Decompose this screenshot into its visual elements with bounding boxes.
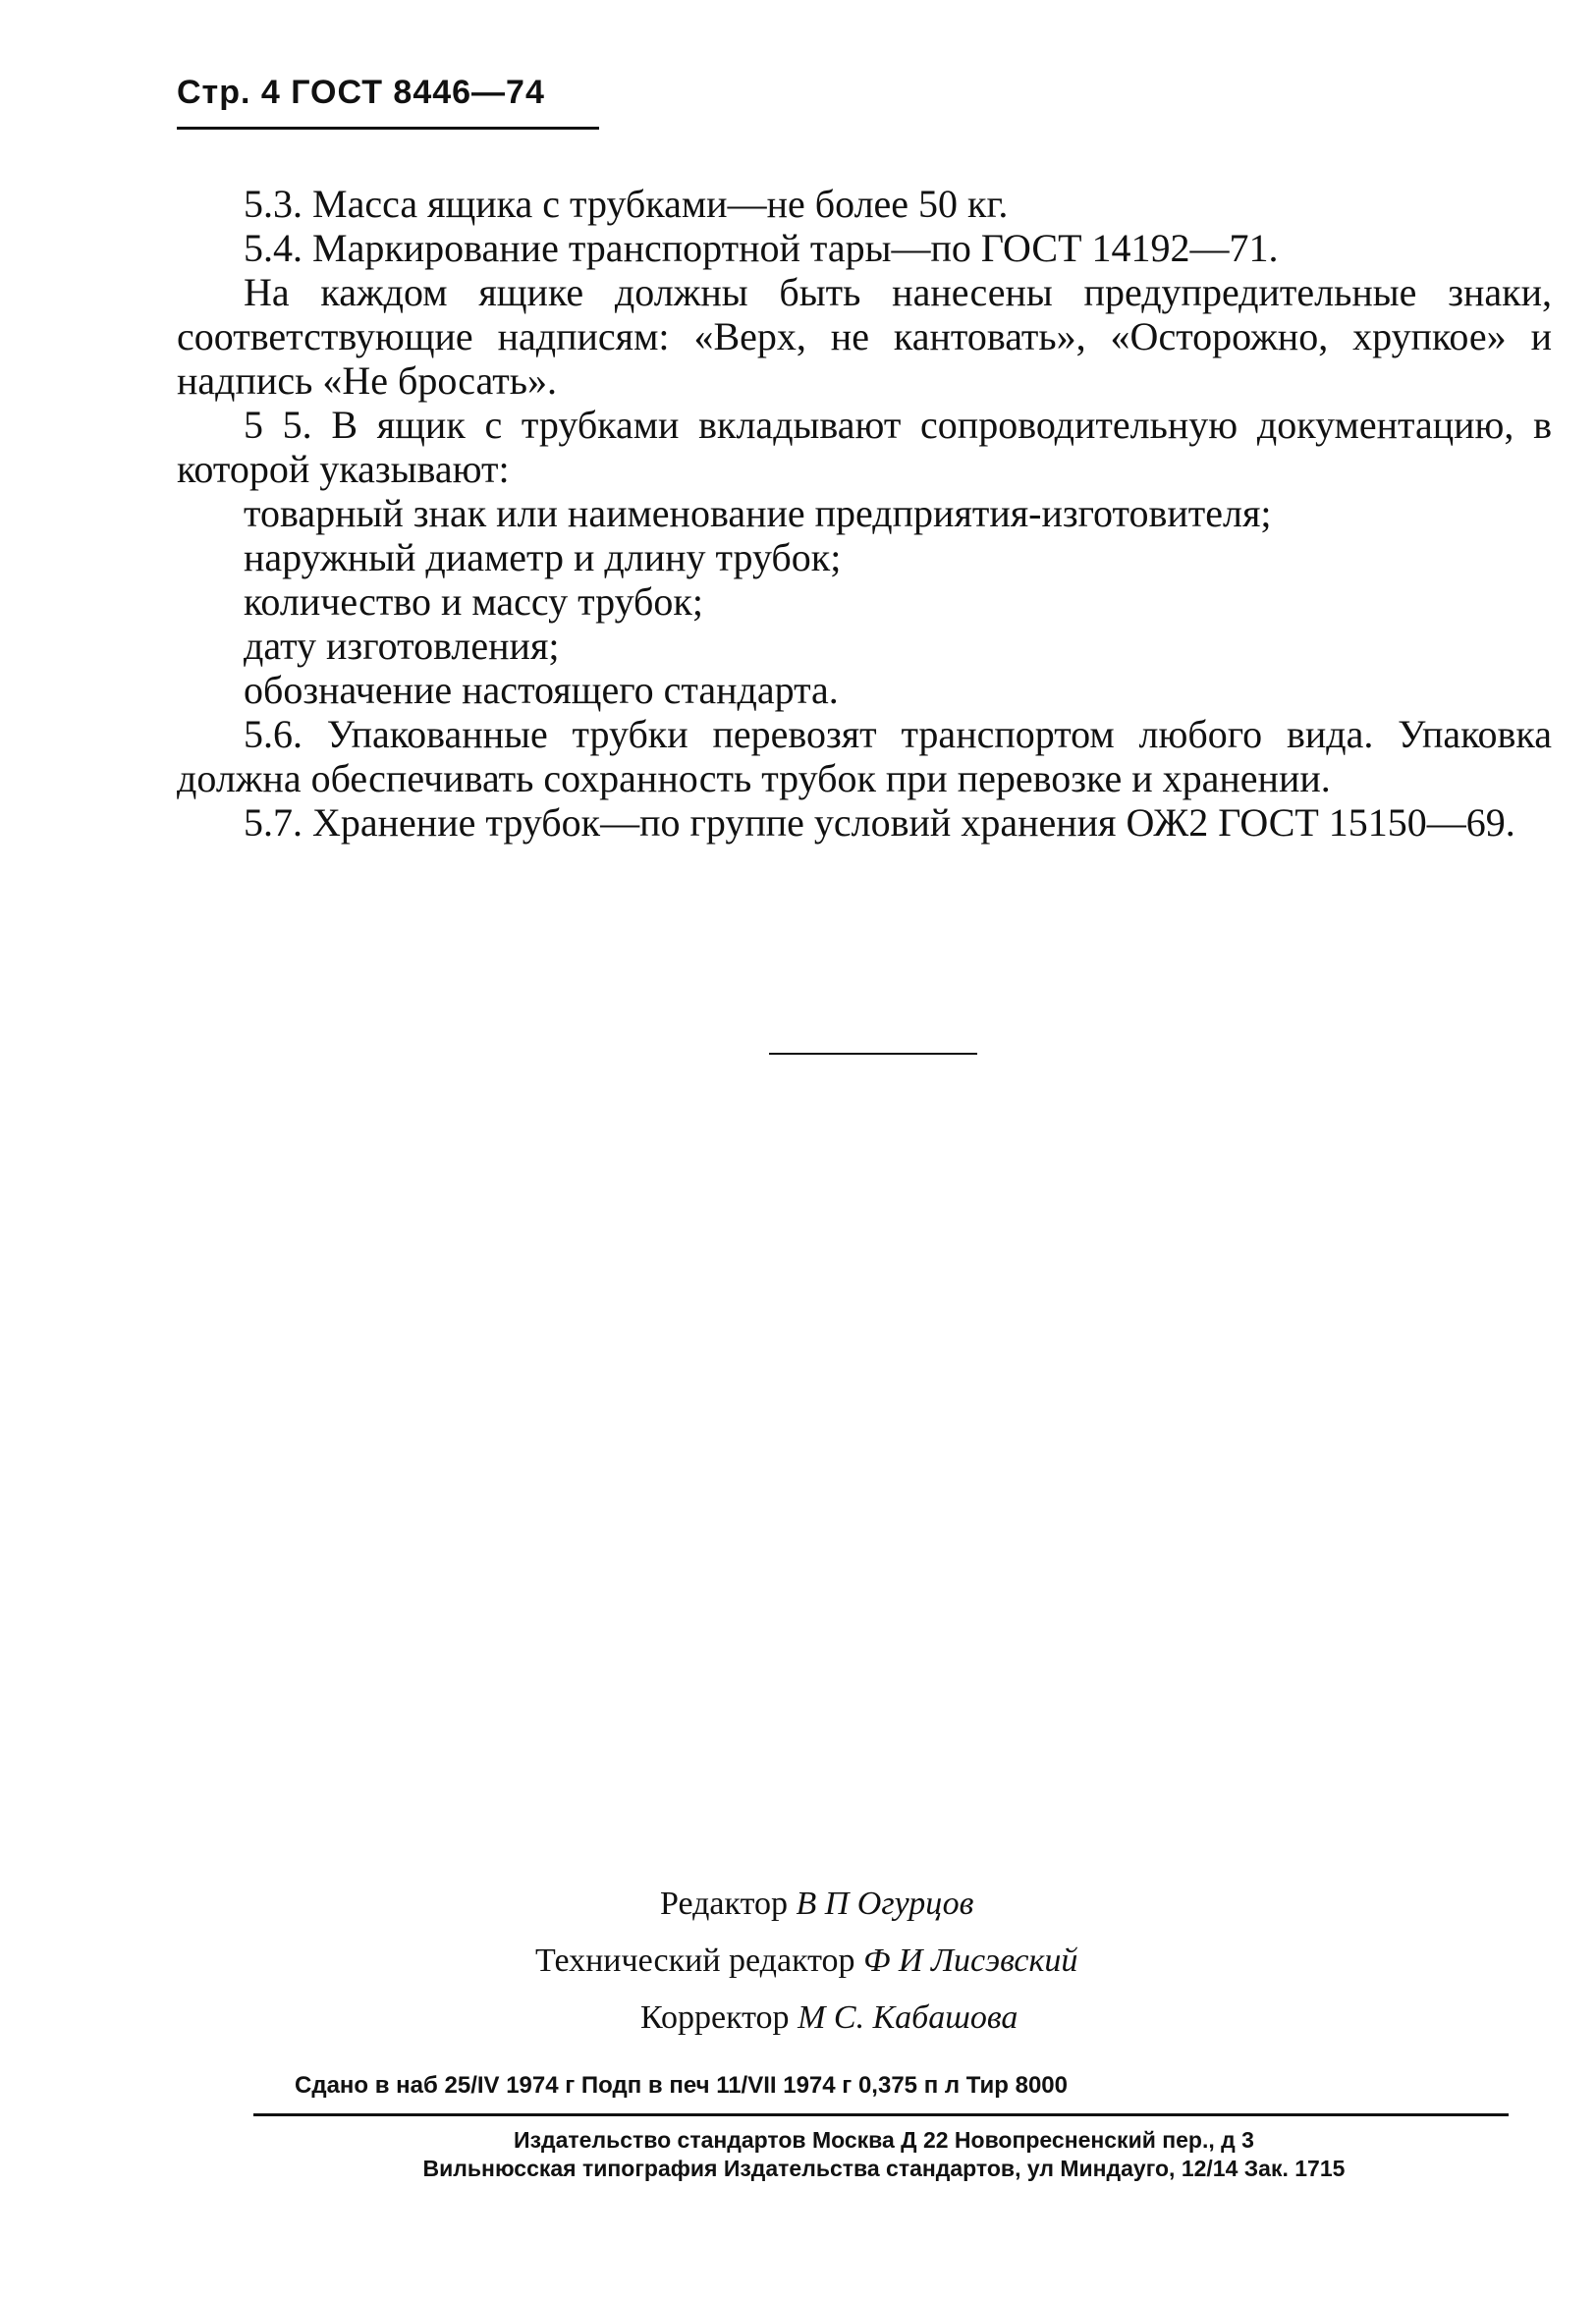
imprint-rule	[253, 2113, 1509, 2116]
section-5-4: 5.4. Маркирование транспортной тары—по ГОСТ 14192—71.	[244, 226, 1279, 270]
publisher-line: Издательство стандартов Москва Д 22 Новопресненский пер., д 3	[514, 2127, 1254, 2153]
print-imprint: Сдано в наб 25/IV 1974 г Подп в печ 11/VII 1974 г 0,375 п л Тир 8000	[295, 2072, 1068, 2099]
list-item: дату изготовления;	[244, 624, 560, 668]
main-text	[177, 182, 1552, 845]
section-5-6: 5.6. Упакованные трубки перевозят транспортом любого вида. Упаковка должна обеспечивать сохранность трубок при перевозке и хранении.	[177, 712, 1552, 800]
tech-editor-role: Технический редактор	[535, 1942, 855, 1979]
editor-credit	[511, 1876, 1257, 1933]
list-item: наружный диаметр и длину трубок;	[244, 535, 842, 579]
end-of-text-rule	[769, 1053, 977, 1055]
publisher-info	[270, 2126, 1498, 2183]
list-item: товарный знак или наименование предприятия-изготовителя;	[244, 491, 1272, 535]
tech-editor-credit	[511, 1933, 1257, 1990]
printer-line: Вильнюсская типография Издательства стандартов, ул Миндауго, 12/14 Зак. 1715	[422, 2156, 1346, 2181]
tech-editor-name: Ф И Лисэвский	[863, 1942, 1078, 1979]
section-5-5-list	[177, 491, 1552, 712]
section-5-7: 5.7. Хранение трубок—по группе условий хранения ОЖ2 ГОСТ 15150—69.	[244, 800, 1515, 845]
list-item: количество и массу трубок;	[244, 579, 703, 624]
section-5-5: 5 5. В ящик с трубками вкладывают сопроводительную документацию, в которой указывают:	[177, 403, 1552, 491]
running-head: Стр. 4 ГОСТ 8446—74	[177, 74, 545, 111]
corrector-credit	[511, 1990, 1257, 2047]
corrector-role: Корректор	[640, 1999, 790, 2036]
section-5-3: 5.3. Масса ящика с трубками—не более 50 кг.	[244, 182, 1009, 226]
list-item: обозначение настоящего стандарта.	[244, 668, 839, 712]
corrector-name: М С. Кабашова	[798, 1999, 1018, 2036]
section-5-4-note: На каждом ящике должны быть нанесены предупредительные знаки, соответствующие надписям: «Верх, не кантовать», «Осторожно, хрупкое» и надпись «Не бросать».	[177, 270, 1552, 403]
editor-role: Редактор	[660, 1886, 788, 1922]
header-rule	[177, 127, 599, 130]
credits-block	[511, 1876, 1257, 2047]
editor-name: В П Огурцов	[796, 1886, 974, 1922]
